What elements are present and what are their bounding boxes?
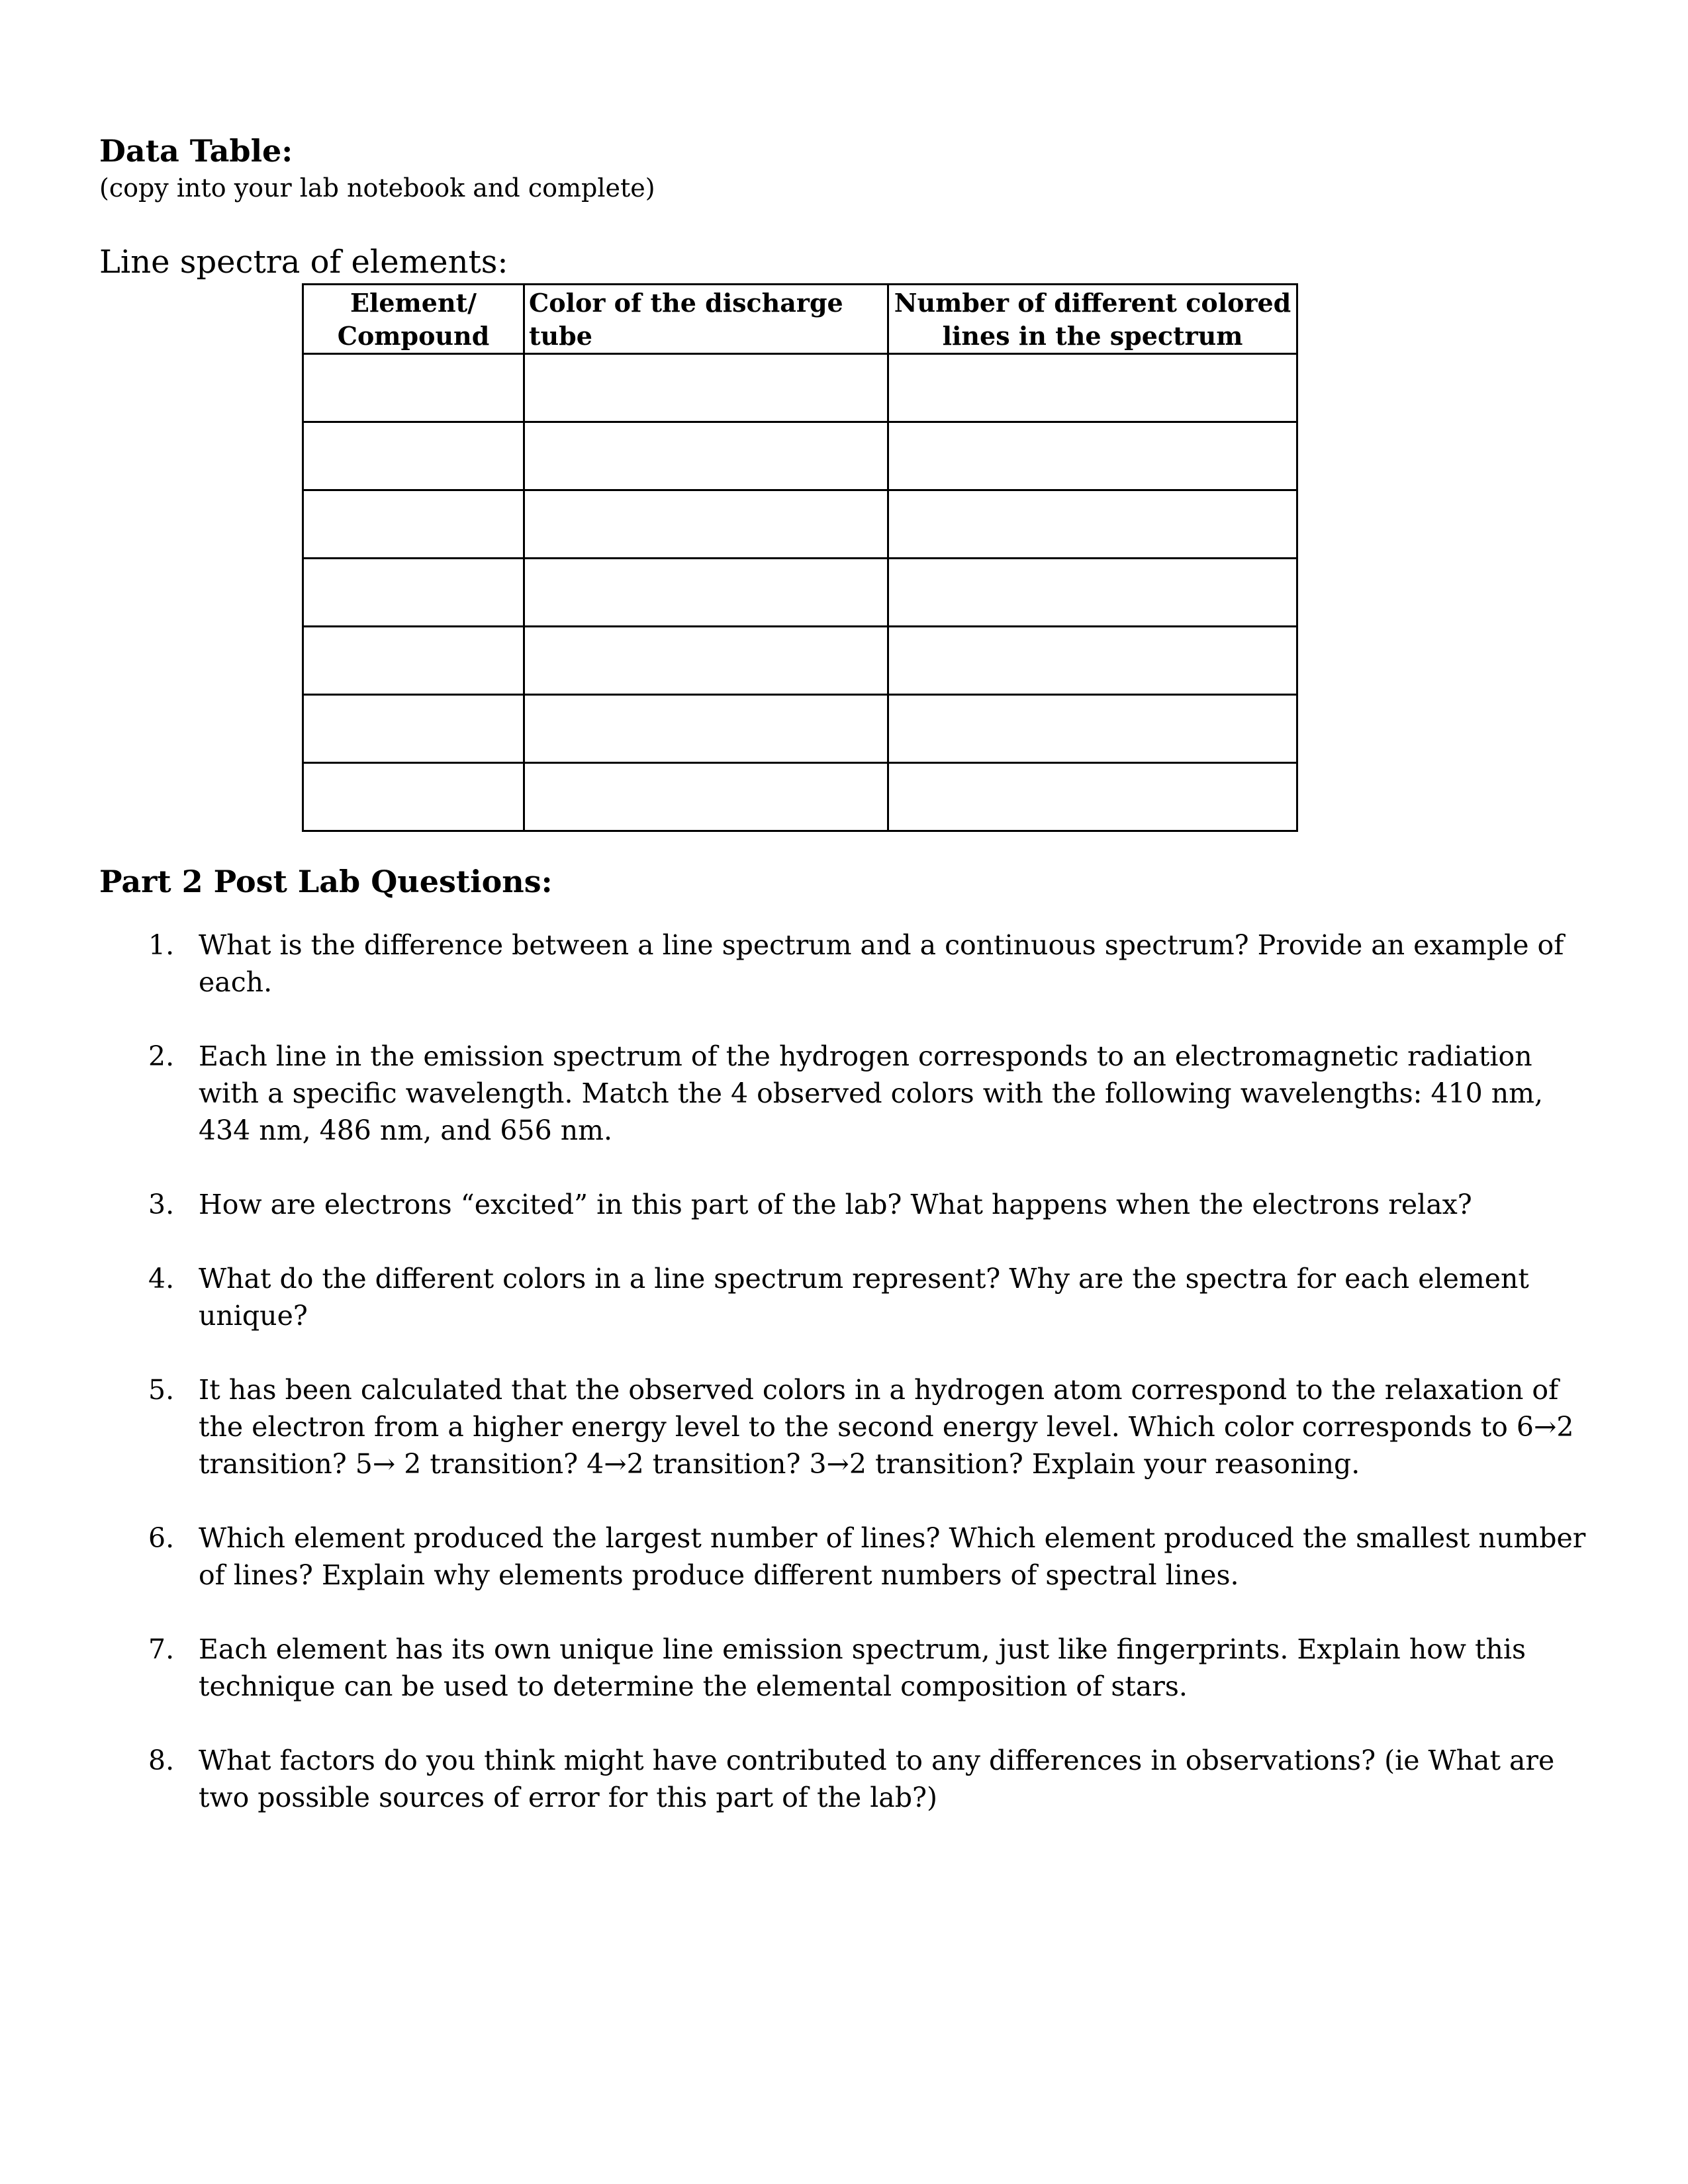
table-cell <box>888 354 1297 422</box>
table-row <box>303 695 1297 763</box>
table-cell <box>524 422 888 490</box>
column-header-lines <box>888 285 1297 354</box>
table-cell <box>303 490 524 559</box>
question-number: 2. <box>148 1040 175 1072</box>
table-cell <box>524 490 888 559</box>
question-text: What factors do you think might have contributed to any differences in observations? (ie What are two possible sources of error for this part of the lab?) <box>199 1745 1555 1813</box>
table-cell <box>303 559 524 627</box>
data-table-heading: Data Table: <box>99 133 293 169</box>
table-header-row <box>303 285 1297 354</box>
question-item <box>0 1520 1595 1594</box>
table-cell <box>524 763 888 831</box>
table-row <box>303 354 1297 422</box>
table-caption: Line spectra of elements: <box>99 244 508 281</box>
data-table-instructions: (copy into your lab notebook and complete) <box>99 173 655 203</box>
table-cell <box>888 422 1297 490</box>
table-cell <box>888 490 1297 559</box>
question-item <box>0 927 1595 1001</box>
question-text: Each element has its own unique line emission spectrum, just like fingerprints. Explain how this technique can be used to determine the elemental composition of stars. <box>199 1633 1526 1702</box>
question-number: 7. <box>148 1633 175 1665</box>
question-item <box>0 1186 1595 1223</box>
table-cell <box>524 695 888 763</box>
table-cell <box>524 354 888 422</box>
table-cell <box>303 695 524 763</box>
table-cell <box>303 422 524 490</box>
column-header-element-label: Element/ Compound <box>337 288 490 351</box>
table-cell <box>303 627 524 695</box>
question-number: 6. <box>148 1522 175 1554</box>
table-row <box>303 490 1297 559</box>
question-number: 4. <box>148 1263 175 1295</box>
table-cell <box>888 695 1297 763</box>
question-text: Which element produced the largest number of lines? Which element produced the smallest number of lines? Explain why elements produce different numbers of spectral lines. <box>199 1522 1586 1591</box>
question-item <box>0 1038 1595 1149</box>
column-header-color-label: Color of the discharge tube <box>529 288 843 351</box>
question-item <box>0 1371 1595 1482</box>
table-row <box>303 763 1297 831</box>
question-number: 8. <box>148 1745 175 1776</box>
table-cell <box>303 763 524 831</box>
table-cell <box>888 559 1297 627</box>
question-number: 3. <box>148 1189 175 1220</box>
table-cell <box>524 559 888 627</box>
question-text: What is the difference between a line spectrum and a continuous spectrum? Provide an example of each. <box>199 929 1564 998</box>
question-text: How are electrons “excited” in this part of the lab? What happens when the electrons relax? <box>199 1189 1472 1220</box>
question-number: 5. <box>148 1374 175 1406</box>
column-header-element <box>303 285 524 354</box>
question-text: What do the different colors in a line spectrum represent? Why are the spectra for each element unique? <box>199 1263 1529 1332</box>
table-row <box>303 627 1297 695</box>
table-row <box>303 422 1297 490</box>
question-item <box>0 1631 1595 1705</box>
column-header-color <box>524 285 888 354</box>
table-cell <box>524 627 888 695</box>
table-row <box>303 559 1297 627</box>
column-header-lines-label: Number of different colored lines in the spectrum <box>894 288 1291 351</box>
table-cell <box>303 354 524 422</box>
question-text: Each line in the emission spectrum of the hydrogen corresponds to an electromagnetic radiation with a specific wavelength. Match the 4 observed colors with the following wavelengths: 410 nm, 434 nm, 486 nm, and 656 nm. <box>199 1040 1544 1146</box>
table-body <box>303 354 1297 831</box>
question-text: It has been calculated that the observed colors in a hydrogen atom correspond to the relaxation of the electron from a higher energy level to the second energy level. Which color corresponds to 6→2 transition? 5→ 2 transition? 4→2 transition? 3→2 transition? Explain your reasoning. <box>199 1374 1574 1480</box>
table-cell <box>888 627 1297 695</box>
question-item <box>0 1742 1595 1816</box>
question-number: 1. <box>148 929 175 961</box>
line-spectra-table <box>302 283 1298 832</box>
post-lab-title: Part 2 Post Lab Questions: <box>99 864 553 899</box>
question-item <box>0 1260 1595 1334</box>
post-lab-questions <box>0 927 1688 1853</box>
table-cell <box>888 763 1297 831</box>
